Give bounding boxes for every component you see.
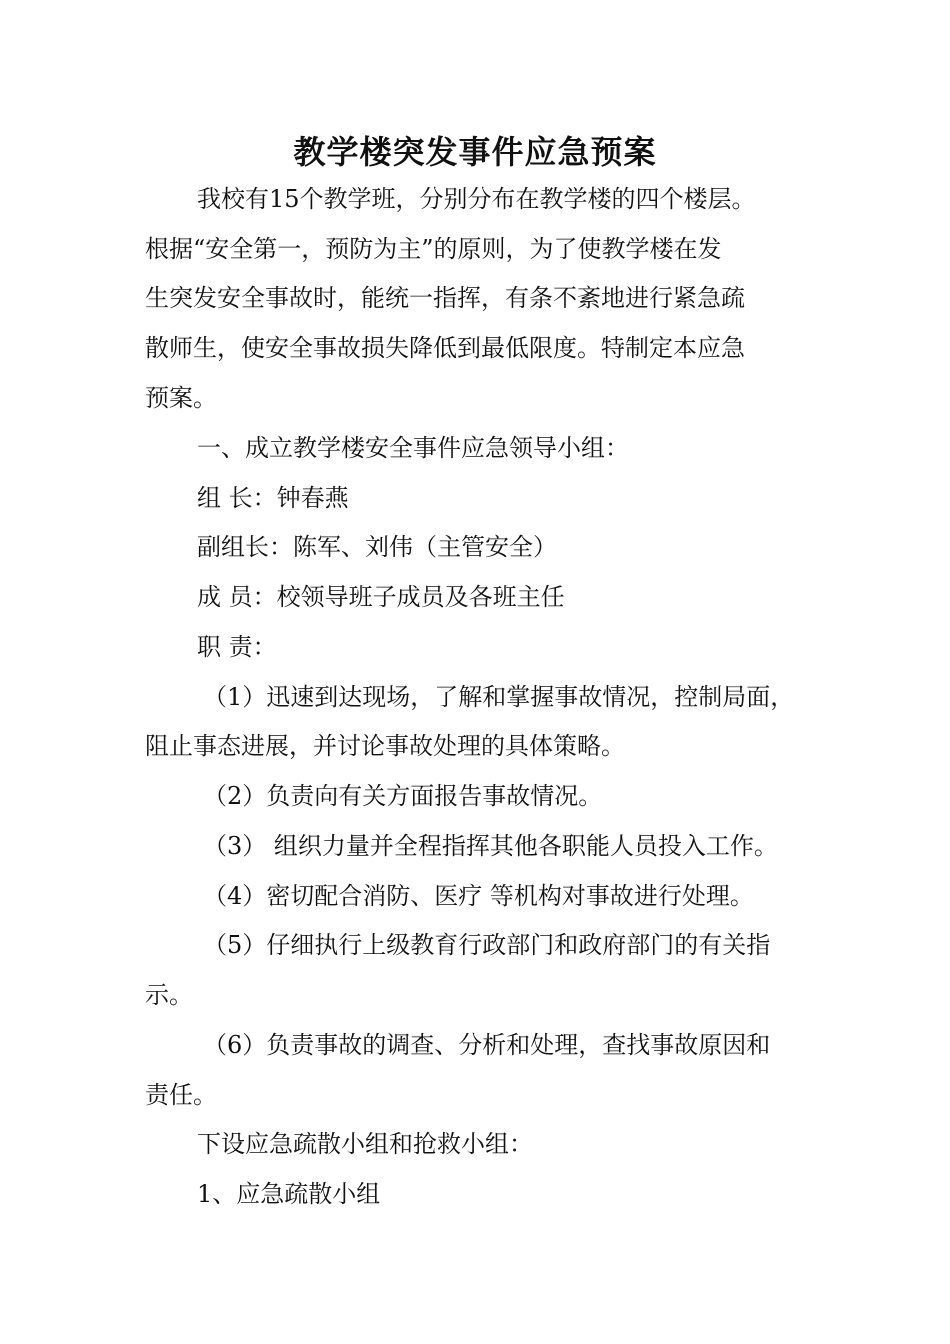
duty-item-1-continued: 阻止事态进展，并讨论事故处理的具体策略。 [145,732,625,760]
duties-heading: 职 责： [197,633,277,661]
duty-item-2: （2）负责向有关方面报告事故情况。 [203,782,603,810]
section-heading: 一、成立教学楼安全事件应急领导小组： [197,434,629,462]
deputy-leader-line: 副组长：陈军、刘伟（主管安全） [197,533,557,561]
paragraph-line: 生突发安全事故时，能统一指挥，有条不紊地进行紧急疏 [145,284,745,312]
duty-item-4: （4）密切配合消防、医疗 等机构对事故进行处理。 [203,882,754,910]
duty-item-1: （1）迅速到达现场，了解和掌握事故情况，控制局面， [203,683,795,711]
duty-item-5-continued: 示。 [145,981,193,1009]
duty-item-5: （5）仔细执行上级教育行政部门和政府部门的有关指 [203,931,771,959]
duty-item-6-continued: 责任。 [145,1081,217,1109]
members-line: 成 员：校领导班子成员及各班主任 [197,583,565,611]
document-title: 教学楼突发事件应急预案 [293,133,657,171]
team-leader-line: 组 长：钟春燕 [197,484,349,512]
paragraph-line: 散师生，使安全事故损失降低到最低限度。特制定本应急 [145,334,745,362]
subgroups-heading: 下设应急疏散小组和抢救小组： [197,1130,533,1158]
paragraph-line: 根据“安全第一，预防为主”的原则，为了使教学楼在发 [145,235,722,263]
duty-item-6: （6）负责事故的调查、分析和处理，查找事故原因和 [203,1031,771,1059]
duty-item-3: （3） 组织力量并全程指挥其他各职能人员投入工作。 [203,832,778,860]
paragraph-line: 预案。 [145,384,217,412]
paragraph-line: 我校有15个教学班，分别分布在教学楼的四个楼层。 [197,185,756,213]
evacuation-group-heading: 1、应急疏散小组 [197,1180,381,1208]
